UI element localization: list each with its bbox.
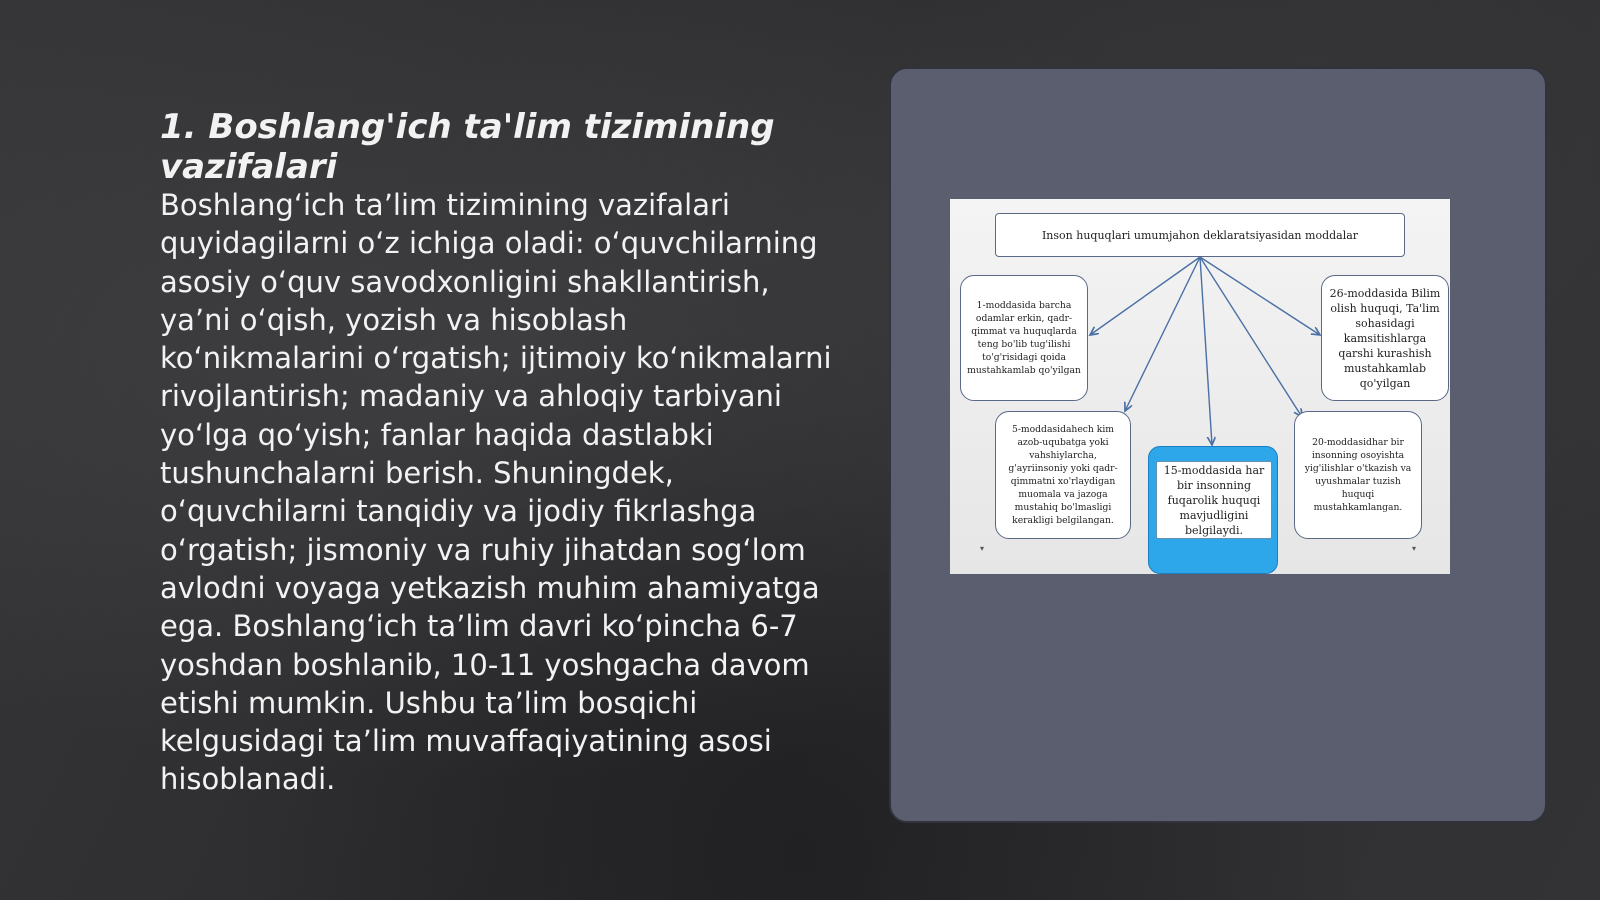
article-15-box: 15-moddasida har bir insonning fuqarolik huquqi mavjudligini belgilaydi. (1156, 461, 1272, 539)
arrow-to-article-1 (1090, 257, 1200, 335)
article-20-box: 20-moddasidhar bir insonning osoyishta yig'ilishlar o'tkazish va uyushmalar tuzish huquqi mustahkamlangan. (1294, 411, 1422, 539)
diagram-header-box: Inson huquqlari umumjahon deklaratsiyasidan moddalar (995, 213, 1405, 257)
arrow-to-article-5 (1125, 257, 1200, 411)
slide-body-text: Boshlang‘ich ta’lim tizimining vazifalari quyidagilarni o‘z ichiga oladi: o‘quvchilarning asosiy o‘quv savodxonligini shakllantirish, ya’ni o‘qish, yozish va hisoblash ko‘nikmalarini o‘rgatish; ijtimoiy ko‘nikmalarni rivojlantirish; madaniy va ahloqiy tarbiyani yo‘lga qo‘yish; fanlar haqida dastlabki tushunchalarni berish. Shuningdek, o‘quvchilarni tanqidiy va ijodiy fikrlashga o‘rgatish; jismoniy va ruhiy jihatdan sog‘lom avlodni voyaga yetkazish muhim ahamiyatga ega. Boshlang‘ich ta’lim davri ko‘pincha 6-7 yoshdan boshlanib, 10-11 yoshgacha davom etishi mumkin. Ushbu ta’lim bosqichi kelgusidagi ta’lim muvaffaqiyatining asosi hisoblanadi. (160, 188, 832, 797)
article-5-box: 5-moddasidahech kim azob-uqubatga yoki vahshiylarcha, g'ayriinsoniy yoki qadr-qimmatni xo'rlaydigan muomala va jazoga mustahiq bo'lmasligi kerakligi belgilangan. (995, 411, 1131, 539)
article-1-box: 1-moddasida barcha odamlar erkin, qadr-qimmat va huquqlarda teng bo'lib tug'ilishi to'g'risidagi qoida mustahkamlab qo'yilgan (960, 275, 1088, 401)
declaration-diagram-image (950, 199, 1450, 574)
decorative-bullet-right: ▾ (1412, 544, 1417, 553)
article-26-box: 26-moddasida Bilim olish huquqi, Ta'lim sohasidagi kamsitishlarga qarshi kurashish mustahkamlab qo'yilgan (1321, 275, 1449, 401)
arrow-to-article-20 (1200, 257, 1302, 417)
arrow-to-article-26 (1200, 257, 1320, 335)
decorative-bullet-left: ▾ (980, 544, 985, 553)
arrow-to-article-15 (1200, 257, 1212, 445)
slide-title: 1. Boshlang'ich ta'lim tizimining vazifalari (160, 107, 775, 187)
